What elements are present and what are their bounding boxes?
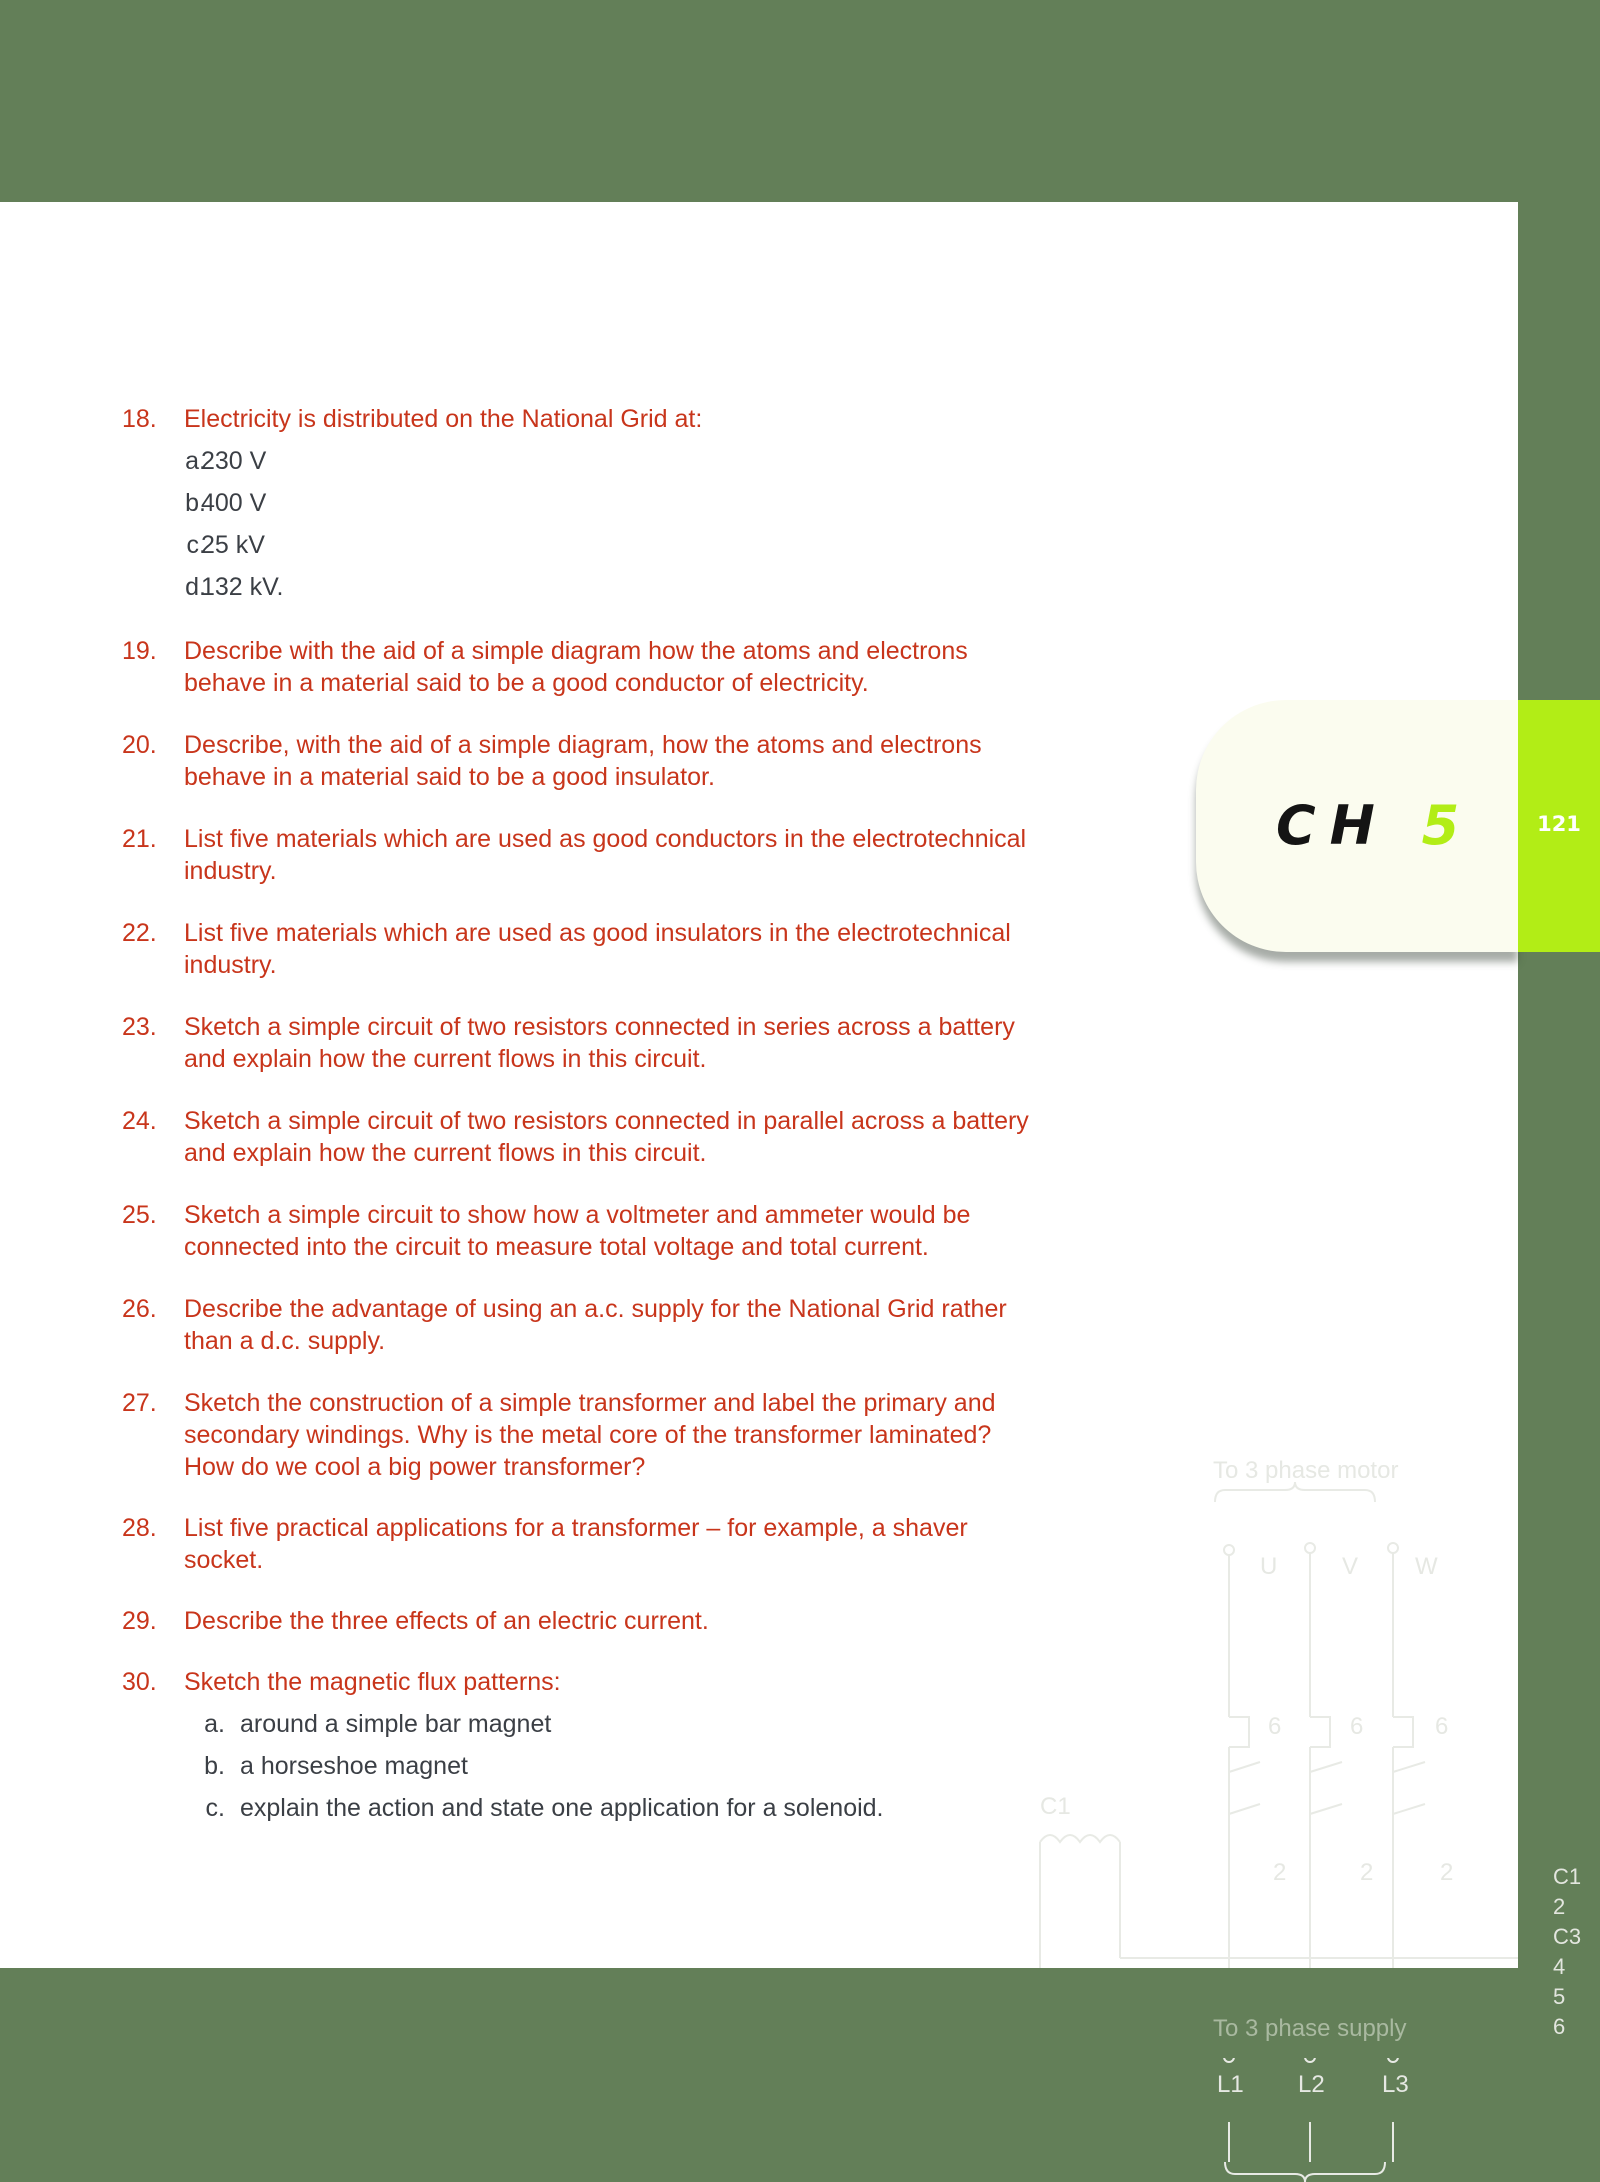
question-number: 19. xyxy=(122,637,157,665)
legend-item: 4 xyxy=(1553,1954,1566,1979)
option-letter: b. xyxy=(204,1752,225,1780)
terminal-v: V xyxy=(1342,1553,1359,1580)
question-text: Sketch the construction of a simple transformer and label the primary and secondary windings. Why is the metal core of the transformer laminated? How do we cool a big power transformer? xyxy=(184,1389,996,1481)
question-number: 24. xyxy=(122,1107,157,1135)
option-letter: a. xyxy=(185,447,206,475)
question-text: List five practical applications for a transformer – for example, a shaver socket. xyxy=(184,1514,968,1574)
option-letter: c. xyxy=(186,531,206,559)
question-number: 26. xyxy=(122,1295,157,1323)
question-text: Sketch a simple circuit to show how a voltmeter and ammeter would be connected into the circuit to measure total voltage and total current. xyxy=(184,1201,971,1261)
side-legend xyxy=(1553,1862,1581,2042)
page-number: 121 xyxy=(1537,812,1581,836)
question-number: 30. xyxy=(122,1668,157,1696)
contact-label: 6 xyxy=(1350,1713,1364,1740)
page-number-tab xyxy=(1518,700,1600,952)
question-text: List five materials which are used as good insulators in the electrotechnical industry. xyxy=(184,919,1011,979)
question-number: 27. xyxy=(122,1389,157,1417)
motor-label: To 3 phase motor xyxy=(1213,1457,1399,1484)
option-letter: d. xyxy=(185,573,206,601)
question-number: 21. xyxy=(122,825,157,853)
question-number: 18. xyxy=(122,405,157,433)
contact-label: 2 xyxy=(1360,1859,1374,1886)
terminal-l3: L3 xyxy=(1382,2071,1409,2098)
contact-label: 6 xyxy=(1435,1713,1449,1740)
option-text: around a simple bar magnet xyxy=(240,1710,552,1738)
option-text: a horseshoe magnet xyxy=(240,1752,468,1780)
chapter-number: 5 xyxy=(1421,794,1474,857)
legend-item: 2 xyxy=(1553,1894,1566,1919)
option-text: 25 kV xyxy=(201,531,265,559)
top-band xyxy=(0,0,1600,202)
supply-label-overlay xyxy=(1205,2008,1505,2048)
question-number: 28. xyxy=(122,1514,157,1542)
option-text: 400 V xyxy=(201,489,267,517)
question-number: 23. xyxy=(122,1013,157,1041)
option-letter: a. xyxy=(204,1710,225,1738)
question-text: Electricity is distributed on the National Grid at: xyxy=(184,405,703,433)
contact-label: 2 xyxy=(1273,1859,1287,1886)
question-number: 22. xyxy=(122,919,157,947)
coil-label: C1 xyxy=(1040,1793,1071,1820)
question-text: Describe with the aid of a simple diagram how the atoms and electrons behave in a material said to be a good conductor of electricity. xyxy=(184,637,968,697)
option-text: 132 kV. xyxy=(201,573,284,601)
terminal-l2: L2 xyxy=(1298,2071,1325,2098)
option-letter: c. xyxy=(205,1794,225,1822)
supply-label: To 3 phase supply xyxy=(1213,2015,1407,2042)
legend-item: 6 xyxy=(1553,2014,1566,2039)
option-text: 230 V xyxy=(201,447,267,475)
option-letter: b. xyxy=(185,489,206,517)
right-band xyxy=(1518,0,1600,2058)
terminal-l1: L1 xyxy=(1217,2071,1244,2098)
terminal-w: W xyxy=(1415,1553,1438,1580)
terminal-u: U xyxy=(1260,1553,1278,1580)
legend-item: 5 xyxy=(1553,1984,1566,2009)
contact-label: 6 xyxy=(1268,1713,1282,1740)
chapter-tab xyxy=(1196,700,1518,952)
question-text: Describe the advantage of using an a.c. supply for the National Grid rather than a d.c. supply. xyxy=(184,1295,1007,1355)
contact-label: 2 xyxy=(1440,1859,1454,1886)
question-text: Sketch the magnetic flux patterns: xyxy=(184,1668,561,1696)
question-number: 20. xyxy=(122,731,157,759)
question-number: 25. xyxy=(122,1201,157,1229)
legend-item: C3 xyxy=(1553,1924,1582,1949)
chapter-word: CH xyxy=(1276,794,1389,857)
question-text: Describe the three effects of an electric current. xyxy=(184,1607,709,1635)
question-text: Sketch a simple circuit of two resistors connected in series across a battery and explain how the current flows in this circuit. xyxy=(184,1013,1015,1073)
question-number: 29. xyxy=(122,1607,157,1635)
question-text: Describe, with the aid of a simple diagram, how the atoms and electrons behave in a material said to be a good insulator. xyxy=(184,731,982,791)
question-text: Sketch a simple circuit of two resistors connected in parallel across a battery and explain how the current flows in this circuit. xyxy=(184,1107,1029,1167)
circuit-diagram-watermark xyxy=(1030,1442,1518,2182)
legend-item: C1 xyxy=(1553,1864,1582,1889)
question-text: List five materials which are used as good conductors in the electrotechnical industry. xyxy=(184,825,1027,885)
option-text: explain the action and state one application for a solenoid. xyxy=(240,1794,884,1822)
chapter-label xyxy=(1276,796,1473,856)
